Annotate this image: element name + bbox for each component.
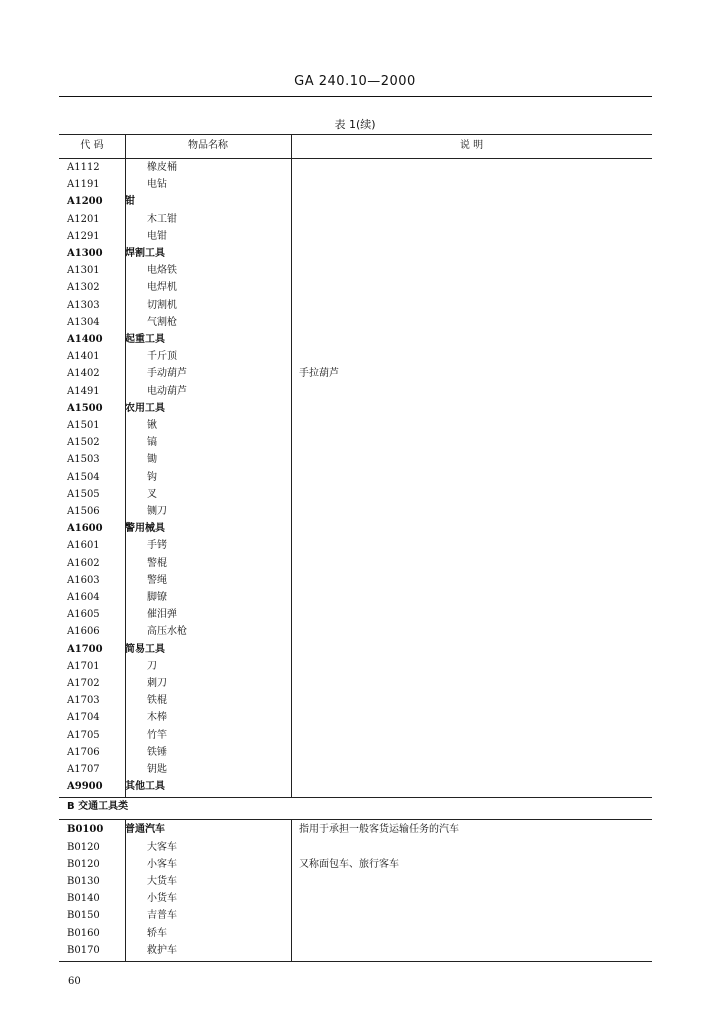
column-header-note: 说 明 [459, 140, 484, 151]
column-divider-code [125, 134, 126, 797]
table-row [59, 193, 652, 210]
item-name: 手动葫芦 [147, 368, 187, 380]
table-row [59, 520, 652, 537]
table-row [59, 589, 652, 606]
item-code: A1402 [67, 368, 100, 380]
item-name: 轿车 [147, 927, 167, 939]
items-table [59, 134, 652, 954]
item-code: A1605 [67, 609, 100, 621]
column-header-code: 代 码 [80, 140, 104, 151]
table-row [59, 821, 652, 838]
table-row [59, 228, 652, 245]
item-name: 其他工具 [125, 781, 165, 793]
table-row [59, 176, 652, 193]
item-name: 电焊机 [147, 282, 177, 294]
item-name: 大货车 [147, 876, 177, 887]
table-row [59, 907, 652, 924]
item-name: 电钳 [147, 230, 167, 242]
item-code: A1606 [67, 626, 100, 638]
table-row [59, 942, 652, 959]
item-code: B0120 [67, 858, 100, 870]
item-name: 镐 [147, 437, 157, 449]
item-code: A1112 [67, 162, 100, 173]
table-row [59, 262, 652, 279]
table-caption: 表 1(续) [334, 118, 376, 131]
item-code: A1704 [67, 712, 100, 724]
item-name: 锹 [147, 420, 157, 431]
item-code: A1191 [67, 179, 100, 191]
item-name: 简易工具 [125, 643, 165, 655]
item-code: A1506 [67, 506, 100, 517]
item-code: A1301 [67, 265, 100, 277]
table-row [59, 537, 652, 554]
item-code: B0170 [67, 944, 100, 956]
table-row [59, 314, 652, 331]
item-name: 橡皮桶 [147, 162, 177, 173]
table-row [59, 890, 652, 907]
table-row [59, 727, 652, 744]
item-name: 叉 [147, 488, 157, 500]
header-rule [59, 96, 652, 97]
item-code: A1505 [67, 488, 100, 500]
item-name: 铁棍 [147, 695, 167, 707]
item-name: 铡刀 [147, 506, 167, 517]
item-note: 又称面包车、旅行客车 [299, 858, 399, 870]
item-name: 切割机 [147, 299, 177, 311]
item-name: 刺刀 [147, 678, 167, 689]
table-row [59, 383, 652, 400]
item-name: 千斤顶 [147, 351, 177, 363]
table-row [59, 675, 652, 692]
table-row [59, 873, 652, 890]
item-code: A1491 [67, 385, 100, 397]
table-bottom-border [59, 961, 652, 962]
item-name: 竹竿 [147, 729, 167, 741]
item-code: A1300 [67, 248, 103, 259]
item-code: B0150 [67, 910, 100, 922]
table-row [59, 761, 652, 778]
table-row [59, 469, 652, 486]
item-code: A1703 [67, 695, 100, 707]
item-name: 小货车 [147, 893, 177, 905]
category-row-b [59, 798, 652, 815]
table-row [59, 434, 652, 451]
item-name: 小客车 [147, 858, 177, 870]
item-code: A1502 [67, 437, 100, 449]
column-header-name: 物品名称 [188, 140, 228, 151]
page-number: 60 [68, 976, 81, 987]
table-row [59, 839, 652, 856]
item-code: A1604 [67, 592, 100, 603]
item-name: 木棒 [147, 712, 167, 724]
item-name: 钥匙 [147, 764, 167, 775]
table-row [59, 555, 652, 572]
item-name: 救护车 [147, 944, 177, 956]
item-code: A1302 [67, 282, 100, 294]
item-code: A1201 [67, 213, 100, 225]
table-row [59, 925, 652, 942]
item-name: 起重工具 [125, 334, 165, 345]
item-code: A1706 [67, 746, 100, 758]
item-name: 农用工具 [125, 402, 165, 414]
item-code: A1400 [67, 334, 103, 345]
table-row [59, 417, 652, 434]
item-code: B0120 [67, 841, 100, 853]
item-name: 普通汽车 [125, 824, 165, 836]
item-note: 指用于承担一般客货运输任务的汽车 [299, 824, 459, 836]
table-row [59, 623, 652, 640]
category-bottom-border [59, 819, 652, 820]
item-code: B0160 [67, 927, 100, 939]
item-name: 脚镣 [147, 592, 167, 603]
item-name: 钩 [147, 471, 157, 483]
item-code: A1500 [67, 402, 103, 414]
table-row [59, 211, 652, 228]
category-label: B 交通工具类 [67, 801, 129, 813]
item-code: A1701 [67, 660, 100, 672]
item-note: 手拉葫芦 [299, 368, 339, 380]
table-row [59, 658, 652, 675]
item-code: A1601 [67, 540, 100, 552]
item-name: 焊割工具 [125, 248, 165, 259]
item-name: 电钻 [147, 179, 167, 191]
table-row [59, 486, 652, 503]
item-code: A1603 [67, 574, 100, 586]
table-row [59, 245, 652, 262]
item-name: 电烙铁 [147, 265, 177, 277]
item-name: 锄 [147, 454, 157, 466]
table-row [59, 709, 652, 726]
item-name: 手铐 [147, 540, 167, 552]
item-code: A1291 [67, 230, 100, 242]
item-code: A1401 [67, 351, 100, 363]
item-code: B0130 [67, 876, 100, 887]
item-code: A1503 [67, 454, 100, 466]
item-name: 铁锤 [147, 746, 167, 758]
table-row [59, 778, 652, 795]
item-code: A1303 [67, 299, 100, 311]
table-row [59, 400, 652, 417]
item-code: A1200 [67, 196, 103, 208]
table-row [59, 451, 652, 468]
table-row [59, 365, 652, 382]
table-row [59, 744, 652, 761]
item-name: 警棍 [147, 557, 167, 569]
item-code: A9900 [67, 781, 103, 793]
item-name: 刀 [147, 660, 157, 672]
section-a-bottom-border [59, 797, 652, 798]
item-code: A1702 [67, 678, 100, 689]
item-name: 高压水枪 [147, 626, 187, 638]
item-code: A1600 [67, 523, 103, 535]
item-name: 气割枪 [147, 316, 177, 328]
item-name: 钳 [125, 196, 135, 208]
item-code: A1504 [67, 471, 100, 483]
item-name: 电动葫芦 [147, 385, 187, 397]
item-code: B0100 [67, 824, 104, 836]
item-name: 大客车 [147, 841, 177, 853]
column-divider-name [291, 134, 292, 797]
item-code: B0140 [67, 893, 100, 905]
table-row [59, 297, 652, 314]
standard-code: GA 240.10—2000 [294, 74, 416, 89]
item-code: A1304 [67, 316, 100, 328]
table-row [59, 159, 652, 176]
item-code: A1700 [67, 643, 103, 655]
table-row [59, 348, 652, 365]
item-code: A1501 [67, 420, 100, 431]
column-divider-code-b [125, 819, 126, 961]
item-code: A1705 [67, 729, 100, 741]
item-name: 吉普车 [147, 910, 177, 922]
table-row [59, 606, 652, 623]
table-row [59, 641, 652, 658]
table-row [59, 856, 652, 873]
table-row [59, 692, 652, 709]
table-row [59, 279, 652, 296]
item-name: 警用械具 [125, 523, 165, 535]
item-name: 警绳 [147, 574, 167, 586]
column-divider-name-b [291, 819, 292, 961]
item-code: A1707 [67, 764, 100, 775]
item-name: 催泪弹 [147, 609, 177, 621]
item-code: A1602 [67, 557, 100, 569]
item-name: 木工钳 [147, 213, 177, 225]
table-row [59, 572, 652, 589]
table-row [59, 503, 652, 520]
table-row [59, 331, 652, 348]
